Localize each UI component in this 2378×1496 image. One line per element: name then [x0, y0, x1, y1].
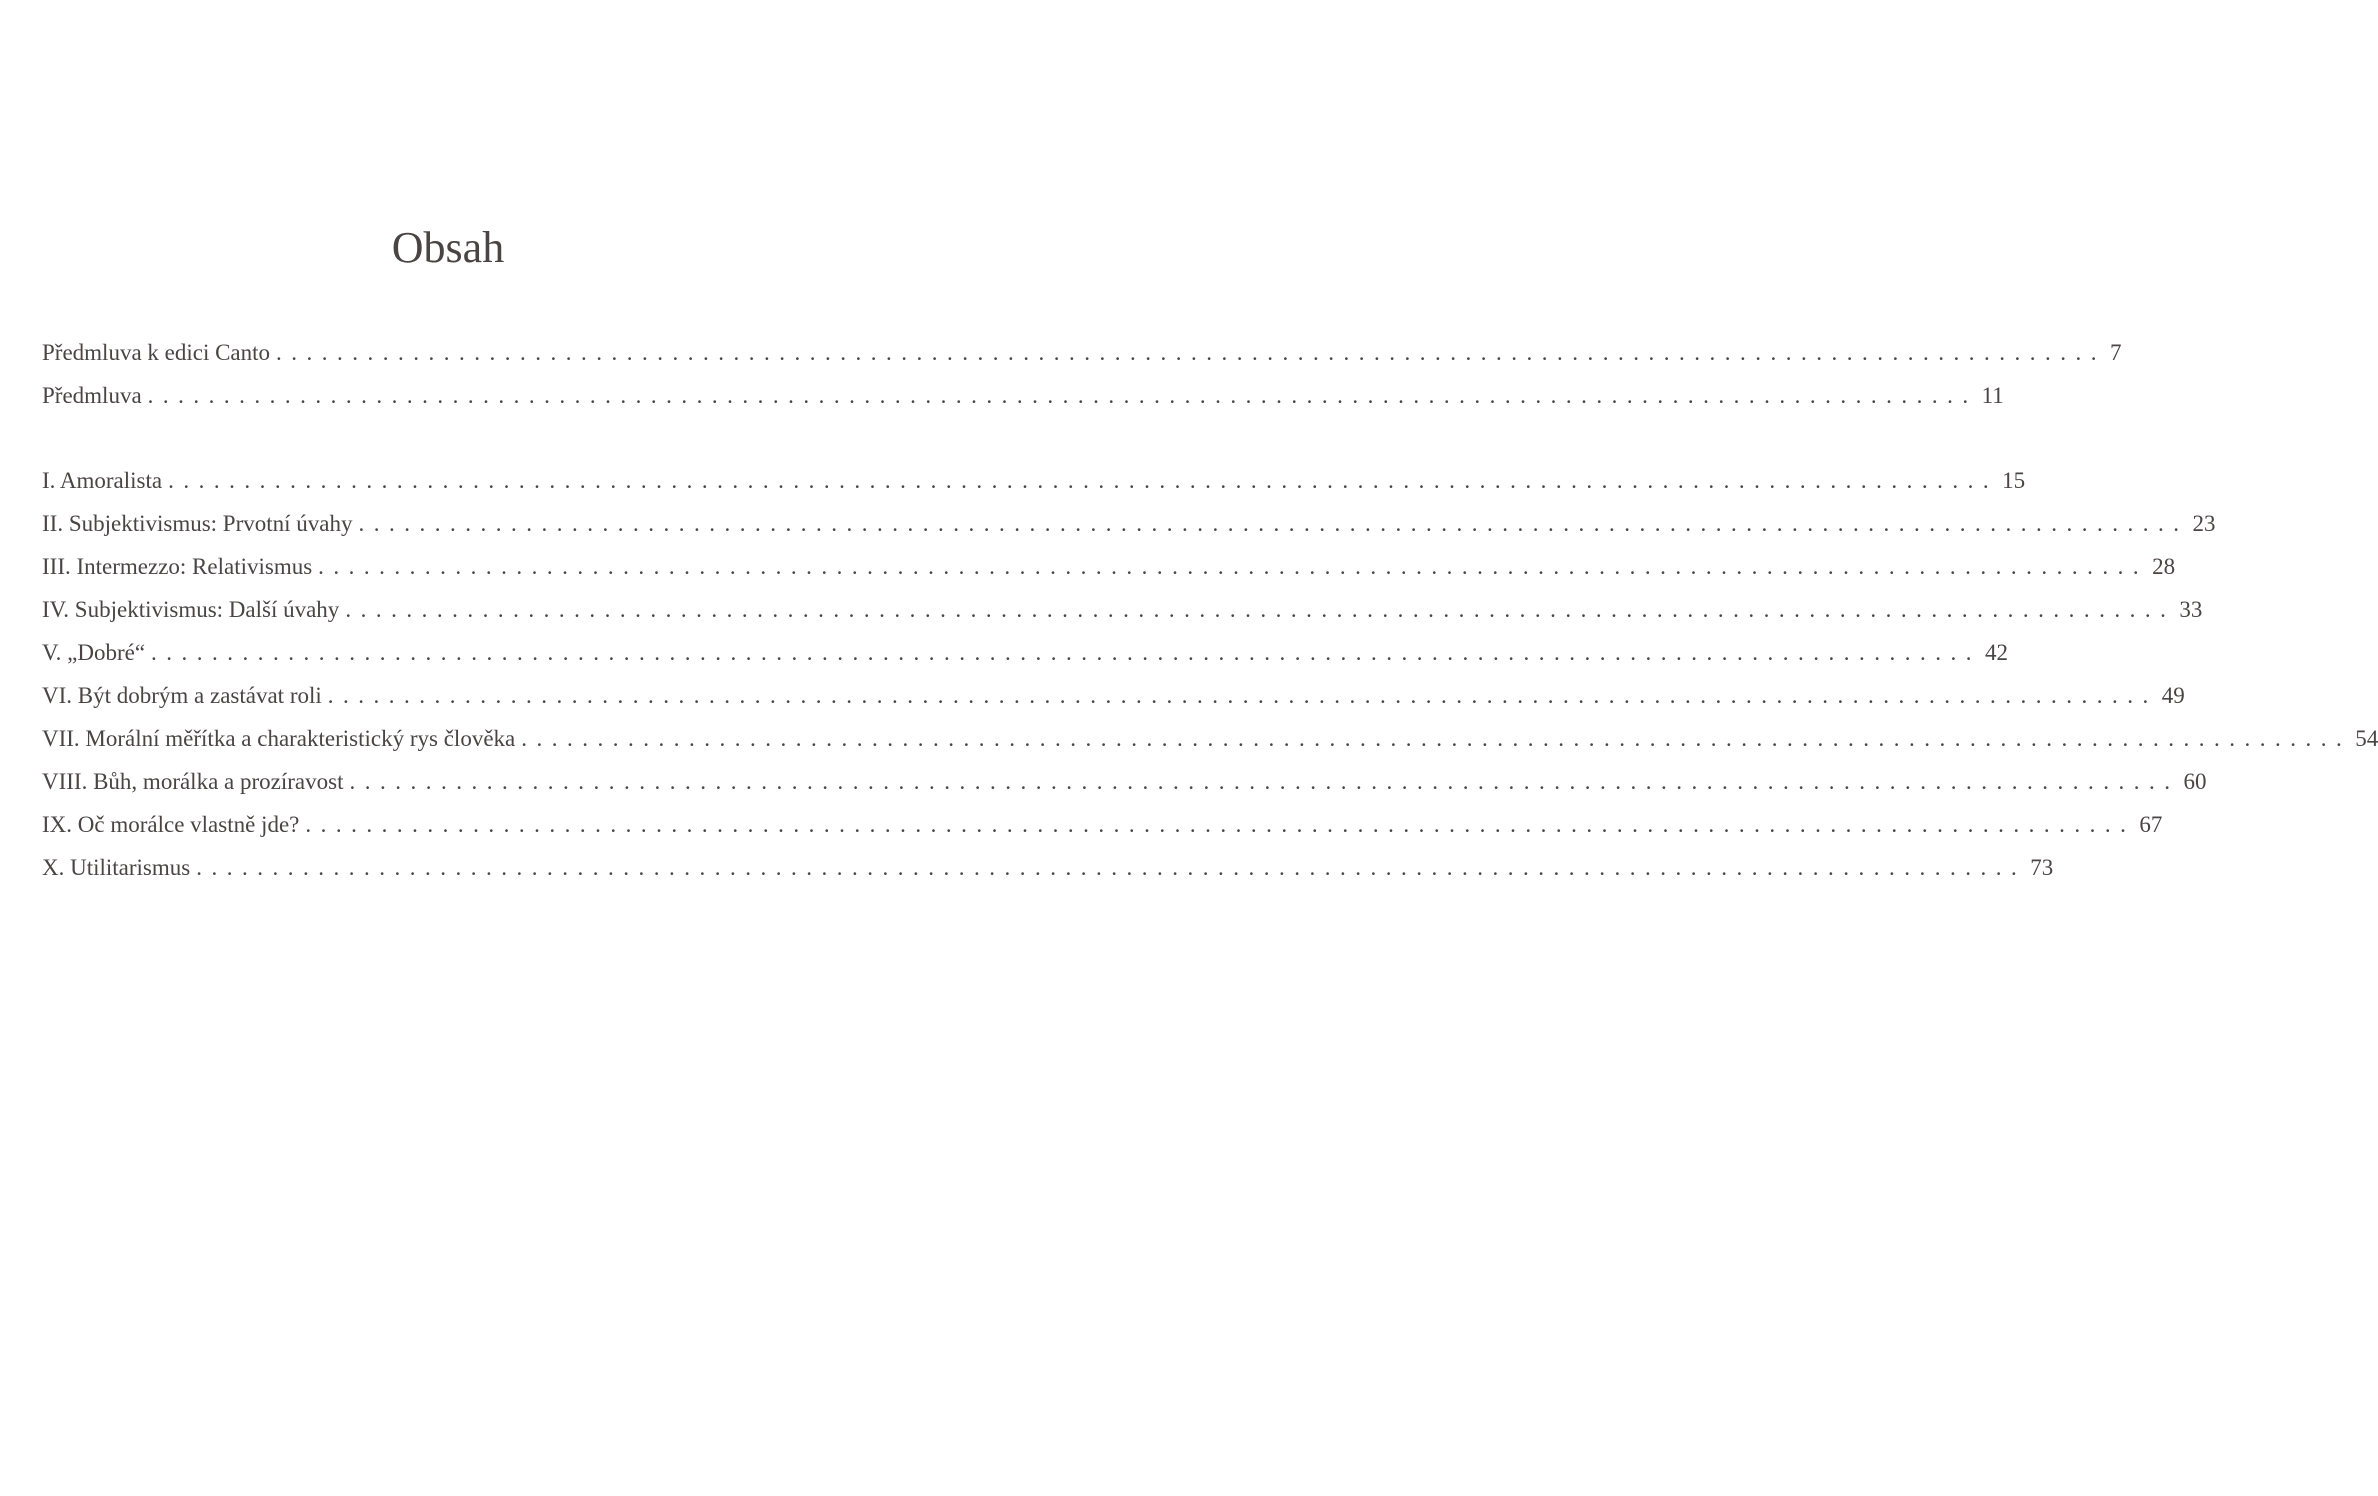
toc-entry-chapter-8	[42, 767, 2207, 810]
toc-entry-title: III. Intermezzo: Relativismus	[42, 554, 313, 579]
toc-entry-page: 60	[2183, 769, 2207, 794]
dot-leader: ........................................................................................................................	[168, 468, 1999, 493]
toc-chapters	[42, 466, 2378, 896]
dot-leader: ........................................................................................................................	[345, 597, 2176, 622]
toc-entry-chapter-7	[42, 724, 2378, 767]
toc-entry-chapter-9	[42, 810, 2163, 853]
toc-entry-title: X. Utilitarismus	[42, 855, 191, 880]
toc-entry-title: I. Amoralista	[42, 468, 163, 493]
toc-entry-title: IX. Oč morálce vlastně jde?	[42, 812, 300, 837]
toc-entry-chapter-1	[42, 466, 2026, 509]
toc-entry-page: 49	[2161, 683, 2185, 708]
toc-entry-chapter-2	[42, 509, 2216, 552]
toc-entry-page: 23	[2192, 511, 2216, 536]
dot-leader: ........................................................................................................................	[147, 383, 1978, 408]
toc-entry-chapter-4	[42, 595, 2203, 638]
dot-leader: ........................................................................................................................	[327, 683, 2158, 708]
toc-entry-page: 67	[2139, 812, 2163, 837]
toc-entry-page: 11	[1981, 383, 2004, 408]
toc-entry-page: 15	[2002, 468, 2026, 493]
dot-leader: ........................................................................................................................	[276, 340, 2107, 365]
toc-entry-chapter-6	[42, 681, 2185, 724]
dot-leader: ........................................................................................................................	[151, 640, 1982, 665]
toc-entry-page: 7	[2110, 340, 2122, 365]
dot-leader: ........................................................................................................................	[305, 812, 2136, 837]
page-title: Obsah	[391, 223, 505, 272]
dot-leader: ........................................................................................................................	[318, 554, 2149, 579]
toc-entry-title: VIII. Bůh, morálka a prozíravost	[42, 769, 344, 794]
toc-entry-title: V. „Dobré“	[42, 640, 146, 665]
toc-entry-title: VI. Být dobrým a zastávat roli	[42, 683, 322, 708]
dot-leader: ........................................................................................................................	[349, 769, 2180, 794]
toc-entry-page: 73	[2030, 855, 2054, 880]
toc-entry-preface	[42, 381, 2004, 424]
dot-leader: ........................................................................................................................	[358, 511, 2189, 536]
toc-entry-title: Předmluva	[42, 383, 142, 408]
dot-leader: ........................................................................................................................	[196, 855, 2027, 880]
toc-entry-title: VII. Morální měřítka a charakteristický rys člověka	[42, 726, 516, 751]
toc-entry-chapter-5	[42, 638, 2009, 681]
toc-entry-preface-canto	[42, 338, 2122, 381]
dot-leader: ........................................................................................................................	[521, 726, 2352, 751]
toc-entry-page: 33	[2179, 597, 2203, 622]
toc-entry-title: IV. Subjektivismus: Další úvahy	[42, 597, 340, 622]
toc-entry-chapter-3	[42, 552, 2176, 595]
toc-entry-chapter-10	[42, 853, 2054, 896]
toc-entry-title: II. Subjektivismus: Prvotní úvahy	[42, 511, 353, 536]
toc-entry-page: 28	[2152, 554, 2176, 579]
toc-entry-title: Předmluva k edici Canto	[42, 340, 271, 365]
toc-entry-page: 42	[1985, 640, 2009, 665]
toc-front-matter	[42, 338, 2122, 424]
toc-entry-page: 54	[2355, 726, 2378, 751]
